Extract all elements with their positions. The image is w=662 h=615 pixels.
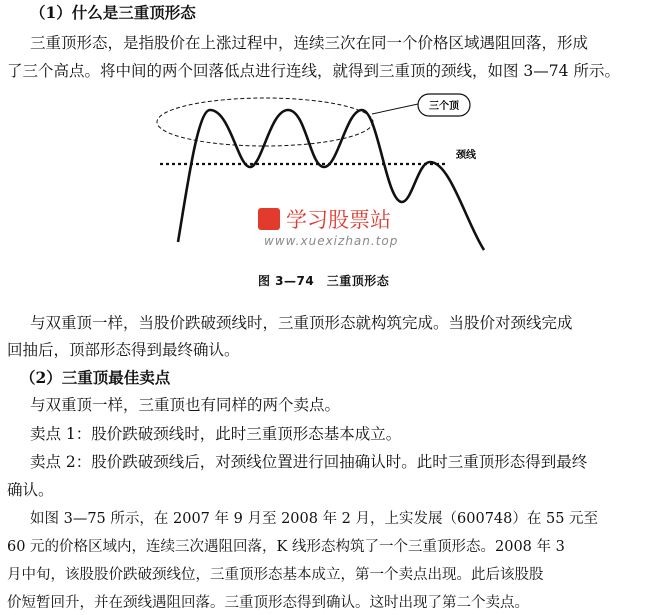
- sell-point-2-line2: 确认。: [7, 481, 54, 499]
- example-line1: 如图 3—75 所示，在 2007 年 9 月至 2008 年 2 月，上实发展（600748）在 55 元至: [30, 511, 599, 527]
- section2-intro: 与双重顶一样，三重顶也有同样的两个卖点。: [30, 396, 341, 414]
- sell-point-1: 卖点 1：股价跌破颈线时，此时三重顶形态基本成立。: [30, 425, 402, 443]
- example-line2: 60 元的价格区域内，连续三次遇阻回落，K 线形态构筑了一个三重顶形态。2008 年 3: [7, 539, 565, 555]
- tops-label-leader: [372, 104, 418, 114]
- example-line4: 价短暂回升，并在颈线遇阻回落。三重顶形态得到确认。这时出现了第二个卖点。: [7, 595, 529, 611]
- tops-label: 三个顶: [429, 101, 459, 112]
- para2-line2: 回抽后，顶部形态得到最终确认。: [7, 341, 240, 359]
- figure-caption: 图 3—74 三重顶形态: [258, 274, 390, 288]
- para1-line1: 三重顶形态，是指股价在上涨过程中，连续三次在同一个价格区域遇阻回落，形成: [30, 34, 589, 52]
- tops-ellipse: [157, 98, 373, 146]
- section2-heading: （2）三重顶最佳卖点: [20, 368, 171, 387]
- watermark-url: www.xuexizhan.top: [264, 234, 399, 248]
- section1-heading: （1）什么是三重顶形态: [30, 3, 196, 22]
- para2-line1: 与双重顶一样，当股价跌破颈线时，三重顶形态就构筑完成。当股价对颈线完成: [30, 314, 573, 332]
- watermark-title: 学习股票站: [286, 208, 391, 232]
- example-line3: 月中旬，该股股价跌破颈线位，三重顶形态基本成立，第一个卖点出现。此后该股股: [7, 567, 544, 583]
- para1-line2: 了三个高点。将中间的两个回落低点进行连线，就得到三重顶的颈线，如图 3—74 所示。: [7, 62, 620, 80]
- sell-point-2-line1: 卖点 2：股价跌破颈线后，对颈线位置进行回抽确认时。此时三重顶形态得到最终: [30, 453, 588, 471]
- neckline-label: 颈线: [456, 150, 476, 161]
- watermark-logo-icon: [258, 208, 280, 230]
